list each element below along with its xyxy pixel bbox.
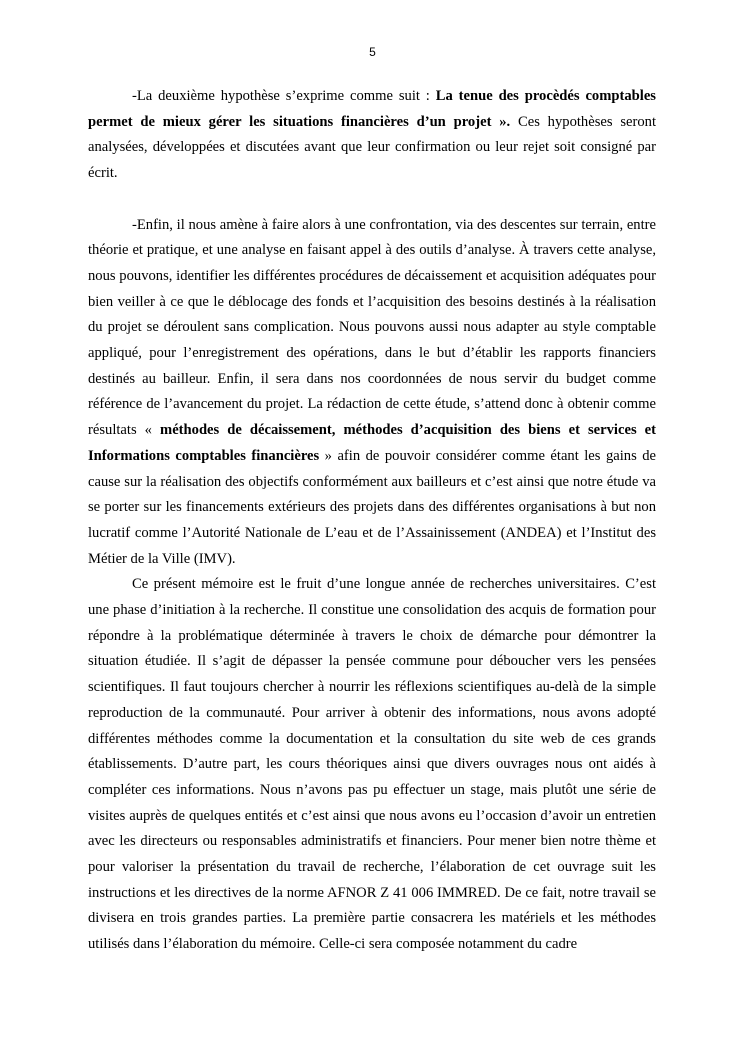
document-body	[88, 84, 656, 958]
paragraph-memoire: Ce présent mémoire est le fruit d’une longue année de recherches universitaires. C’est une phase d’initiation à la recherche. Il constitue une consolidation des acquis de formation pour répondre à la problématique déterminée à travers le choix de démarche pour démontrer la situation étudiée. Il s’agit de dépasser la pensée commune pour déboucher vers les pensées scientifiques. Il faut toujours chercher à nourrir les réflexions scientifiques au-delà de la simple reproduction de la communauté. Pour arriver à obtenir des informations, nous avons adopté différentes méthodes comme la documentation et la consultation du site web de ces grands établissements. D’autre part, les cours théoriques ainsi que divers ouvrages nous ont aidés à compléter ces informations. Nous n’avons pas pu effectuer un stage, mais plutôt une série de visites auprès de quelques entités et c’est ainsi que nous avons eu l’occasion d’avoir un entretien avec les directeurs ou responsables administratifs et financiers. Pour mener bien notre thème et pour valoriser la présentation du travail de recherche, l’élaboration de cet ouvrage suit les instructions et les directives de la norme AFNOR Z 41 006 IMMRED. De ce fait, notre travail se divisera en trois grandes parties. La première partie consacrera les matériels et les méthodes utilisés dans l’élaboration du mémoire. Celle-ci sera composée notamment du cadre	[88, 576, 656, 953]
page-number: 5	[369, 45, 376, 59]
paragraph-hypothesis	[88, 84, 656, 187]
paragraph-text: » afin de pouvoir considérer comme étant les gains de cause sur la réalisation des objectifs conformément aux bailleurs et c’est ainsi que notre étude va se porter sur les financements extérieurs des projets dans des différentes organisations à but non lucratif comme l’Autorité Nationale de L’eau et de l’Assainissement (ANDEA) et l’Institut des Métier de la Ville (IMV).	[88, 447, 656, 567]
expected-results: méthodes de décaissement, méthodes d’acquisition des biens et services et Informations comptables financières	[88, 422, 657, 464]
paragraph-spacer	[88, 187, 656, 213]
paragraph-text: -Enfin, il nous amène à faire alors à une confrontation, via des descentes sur terrain, entre théorie et pratique, et une analyse en faisant appel à des outils d’analyse. À travers cette analyse, nous pouvons, identifier les différentes procédures de décaissement et acquisition adéquates pour bien veiller à ce que le déblocage des fonds et l’acquisition des besoins destinés à la réalisation du projet se déroulent sans complication. Nous pouvons aussi nous adapter au style comptable appliqué, pour l’enregistrement des opérations, dans le but d’établir les rapports financiers destinés au bailleur. Enfin, il sera dans nos coordonnées de nous servir du budget comme référence de l’avancement du projet. La rédaction de cette étude, s’attend donc à obtenir comme résultats «	[88, 216, 656, 439]
paragraph-confrontation	[88, 213, 656, 573]
hypothesis-statement: La tenue des procèdés comptables permet de mieux gérer les situations financières d’un projet ».	[88, 88, 656, 130]
paragraph-text: -La deuxième hypothèse s’exprime comme suit :	[132, 88, 436, 104]
paragraph-text: Ces hypothèses seront analysées, développées et discutées avant que leur confirmation ou leur rejet soit consigné par écrit.	[88, 113, 656, 182]
